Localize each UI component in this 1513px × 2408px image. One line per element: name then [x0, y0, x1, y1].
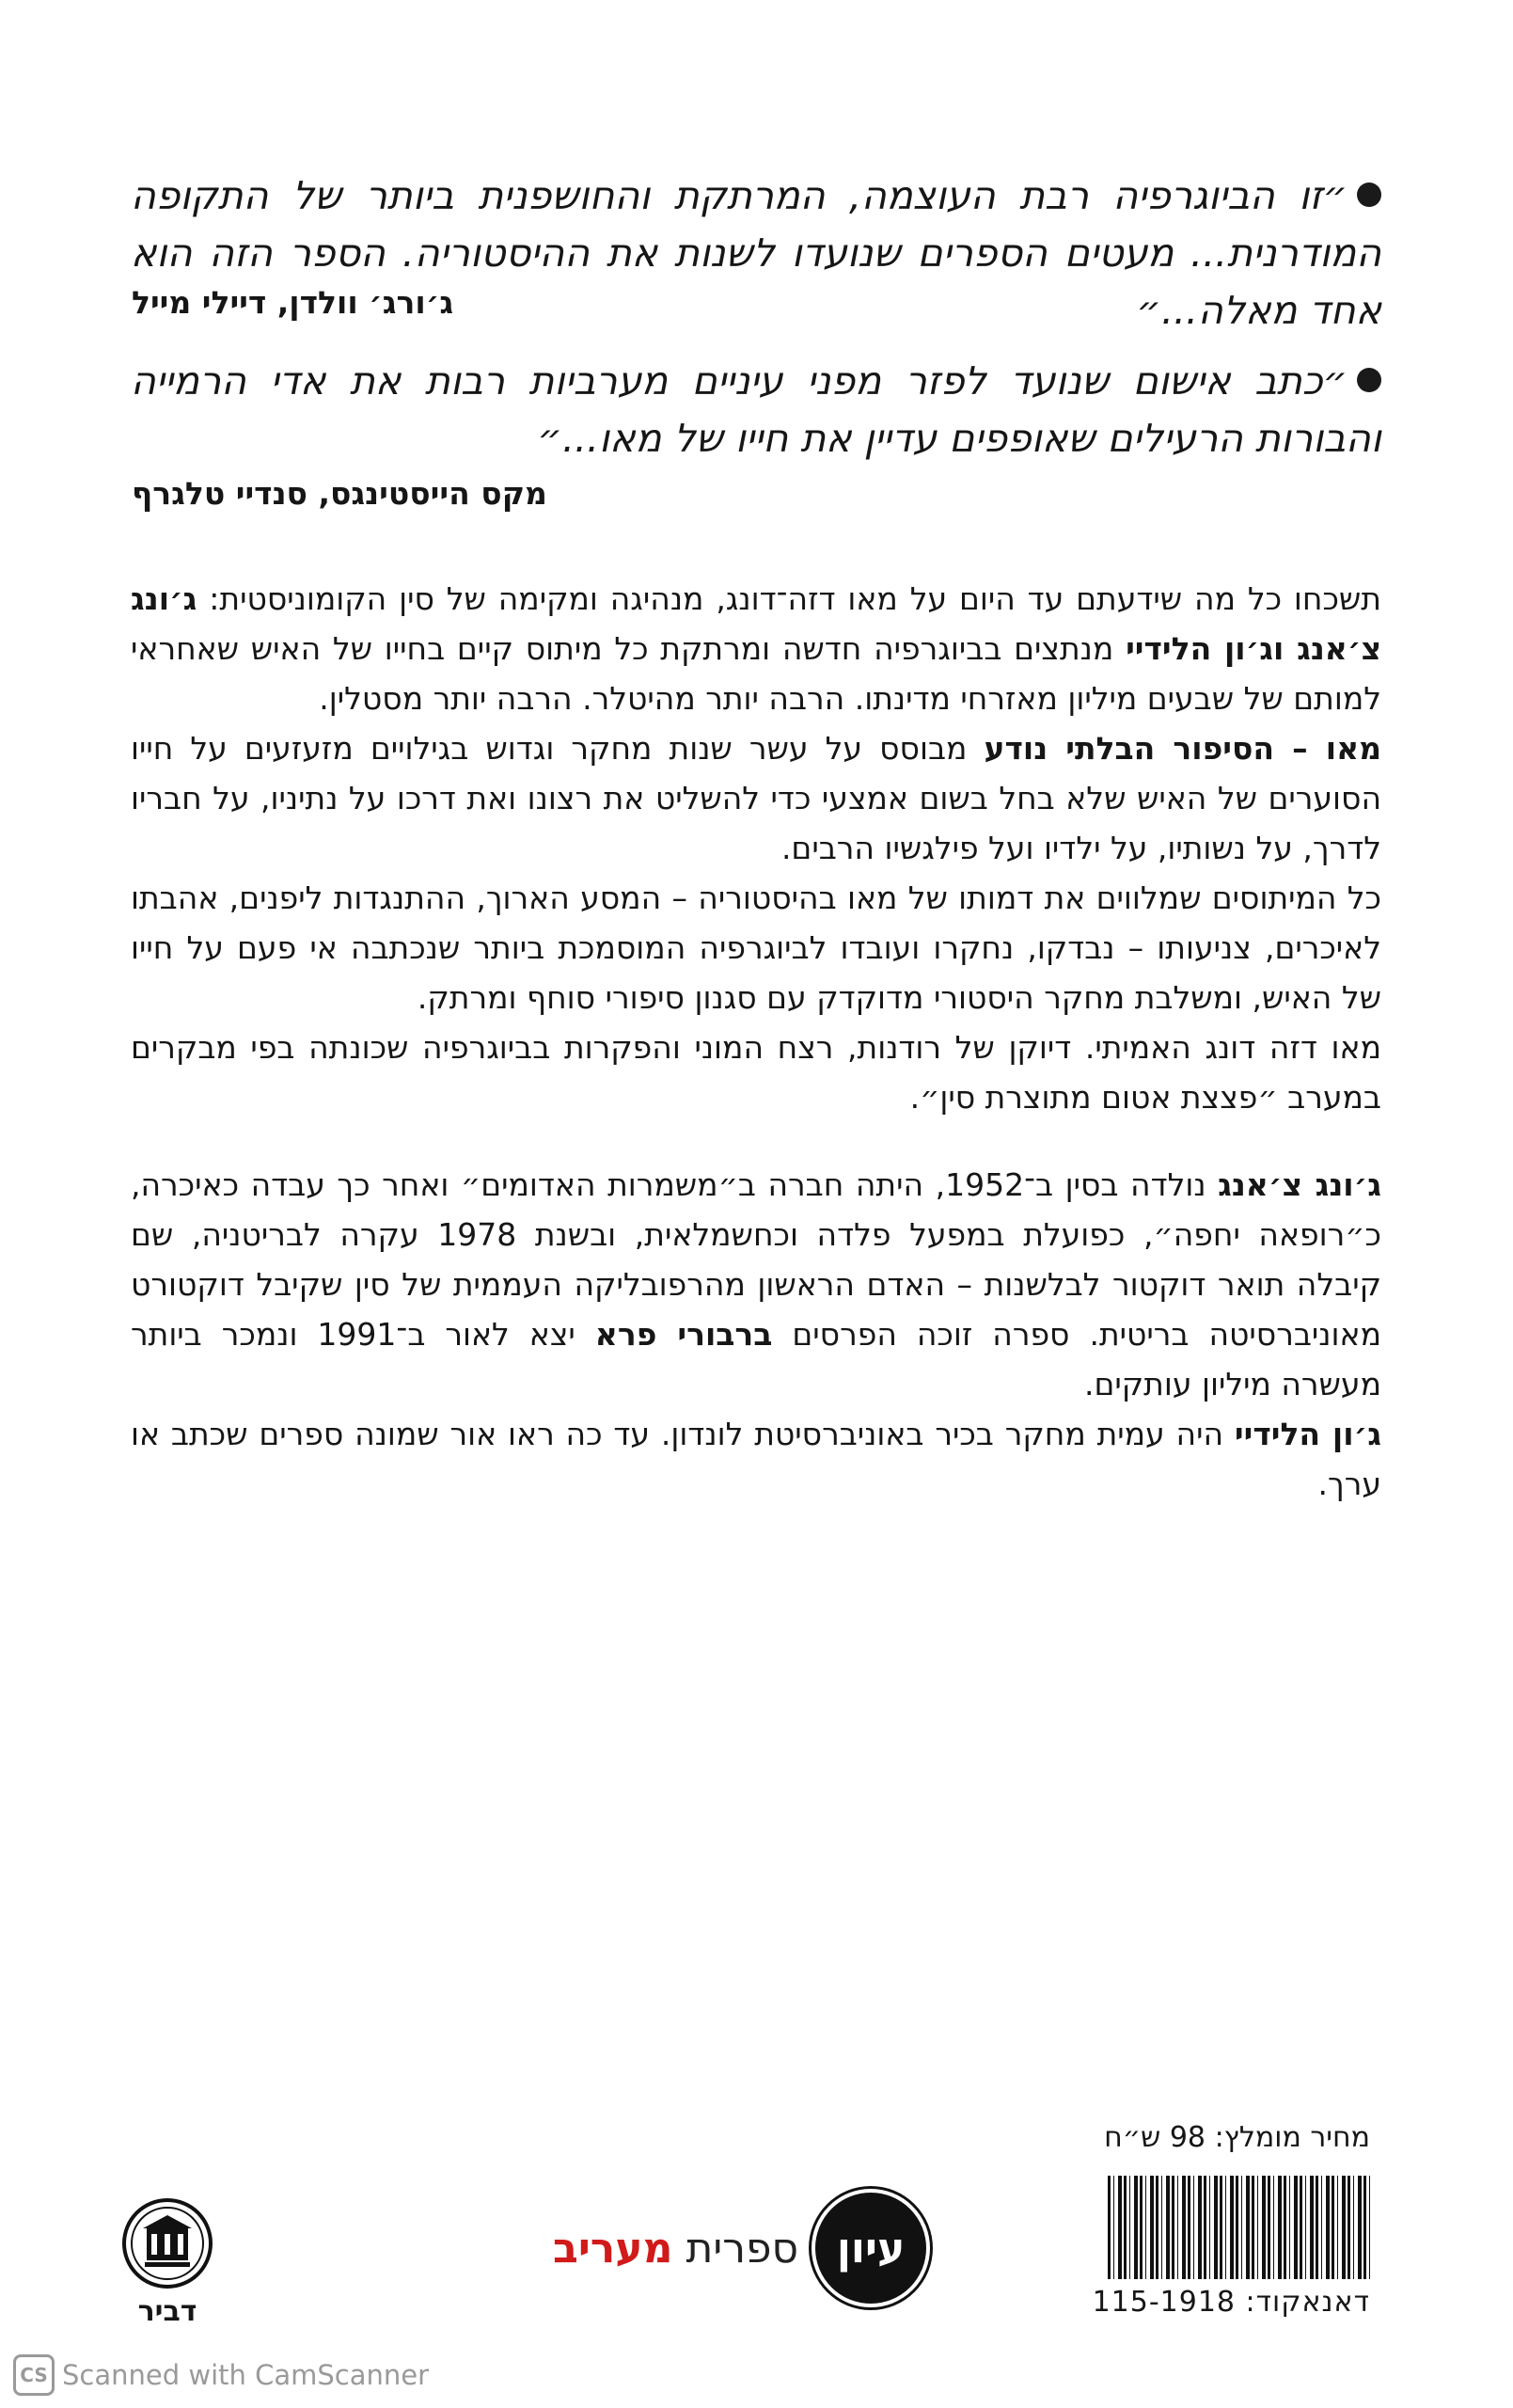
bullet-icon: [1357, 368, 1381, 392]
camscanner-watermark: [13, 2352, 429, 2399]
halliday-name: ג׳ון הלידיי: [1234, 1416, 1381, 1452]
quote-2-source: מקס הייסטינגס, סנדיי טלגרף: [132, 475, 547, 512]
praise-quote-2: [131, 353, 1381, 467]
chang-name: ג׳ונג צ׳אנג: [1218, 1166, 1381, 1203]
chang-bio: ג׳ונג צ׳אנג נולדה בסין ב־1952, היתה חברה ב״משמרות האדומים״ ואחר כך עבדה כאיכרה, כ״רופאה יחפה״, כפועלת במפעל פלדה וכחשמלאית, ובשנת 1978 עקרה לבריטניה, שם קיבלה תואר דוקטור לבלשנות – האדם הראשון מהרפובליקה העממית של סין שקיבל דוקטורט מאוניברסיטה בריטית. ספרה זוכה הפרסים ברבורי פרא יצא לאור ב־1991 ונמכר ביותר מעשרה מיליון עותקים.: [131, 1166, 1381, 1402]
camscanner-icon: CS: [13, 2354, 55, 2396]
quote-1-source: ג׳ורג׳ וולדן, דיילי מייל: [132, 284, 454, 321]
intro-paragraph: תשכחו כל מה שידעתם עד היום על מאו דזה־דונג, מנהיגה ומקימה של סין הקומוניסטית: ג׳ונג צ׳אנג וג׳ון הלידיי מנתצים בביוגרפיה חדשה ומרתקת כל מיתוס קיים בחייו של האיש שאחראי למותם של שבעים מיליון מאזרחי מדינתו. הרבה יותר מהיטלר. הרבה יותר מסטלין.: [131, 580, 1382, 717]
barcode-icon: [1108, 2176, 1371, 2279]
book-paragraph: מאו – הסיפור הבלתי נודע מבוסס על עשר שנות מחקר וגדוש בגילויים מזעזעים על חייו הסוערים של האיש שלא בחל בשום אמצעי כדי להשליט את רצונו ואת דרכו על נתיניו, על חבריו לדרך, על נשותיו, על ילדיו ועל פילגשיו הרבים.: [131, 730, 1381, 866]
watermark-text: Scanned with CamScanner: [62, 2359, 430, 2391]
real-mao-paragraph: מאו דזה דונג האמיתי. דיוקן של רודנות, רצח המוני והפקרות בביוגרפיה שכונתה בפי מבקרים במערב ״פצצת אטום מתוצרת סין״.: [131, 1029, 1381, 1116]
blurb: [131, 574, 1381, 1509]
halliday-bio: ג׳ון הלידיי היה עמית מחקר בכיר באוניברסיטת לונדון. עד כה ראו אור שמונה ספרים שכתב או ערך.: [131, 1416, 1381, 1502]
price-label: מחיר מומלץ: 98 ש״ח: [1104, 2121, 1370, 2154]
publisher-name: ספרית מעריב: [553, 2224, 799, 2273]
wild-swans-title: ברבורי פרא: [594, 1316, 773, 1353]
quote-2-text: ״כתב אישום שנועד לפזר מפני עיניים מערביות רבות את אדי הרמייה והבורות הרעילים שאופפים עדיין את חייו של מאו...״: [131, 358, 1381, 461]
quote-1-text: ״זו הביוגרפיה רבת העוצמה, המרתקת והחושפנית ביותר של התקופה המודרנית... מעטים הספרים שנועדו לשנות את ההיסטוריה. הספר הזה הוא אחד מאלה...״: [131, 173, 1381, 333]
book-title: מאו – הסיפור הבלתי נודע: [984, 730, 1381, 767]
iyun-circle-logo: עיון: [812, 2189, 930, 2307]
myths-paragraph: כל המיתוסים שמלווים את דמותו של מאו בהיסטוריה – המסע הארוך, ההתנגדות ליפנים, אהבתו לאיכרים, צניעותו – נבדקו, נחקרו ועובדו לביוגרפיה המוסמכת ביותר שנכתבה אי פעם על חייו של האיש, ומשלבת מחקר היסטורי מדוקדק עם סגנון סיפורי סוחף ומרתק.: [131, 879, 1381, 1016]
dvir-emblem-icon: [120, 2196, 214, 2290]
authors-name: ג׳ונג צ׳אנג וג׳ון הלידיי: [131, 580, 1382, 667]
bullet-icon: [1357, 182, 1381, 207]
publisher-logo: [553, 2192, 930, 2305]
dvir-label: דביר: [137, 2295, 197, 2328]
dancode-label: דאנאקוד: 115-1918: [1092, 2286, 1370, 2319]
